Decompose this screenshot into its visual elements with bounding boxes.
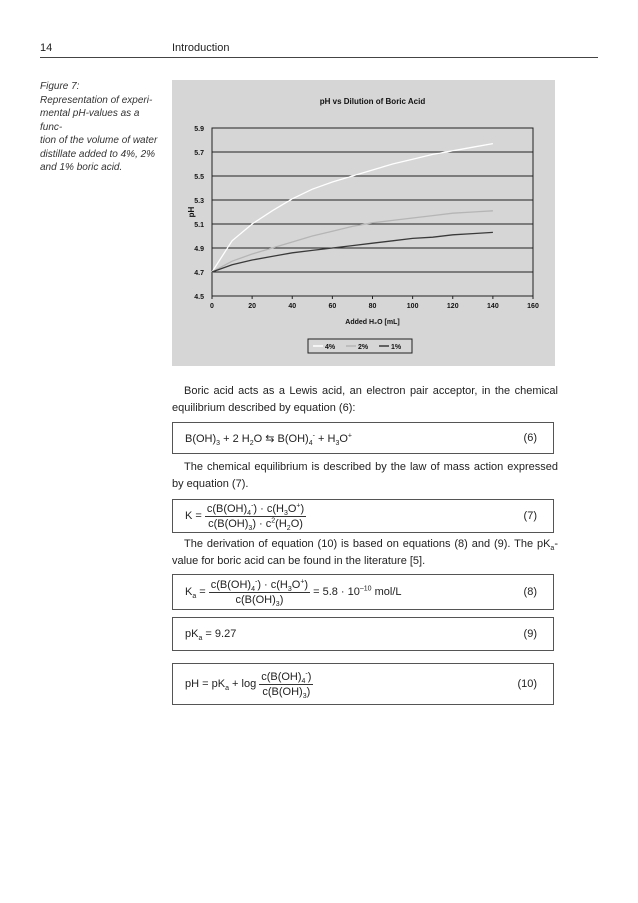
ph-dilution-chart: [172, 80, 555, 366]
caption-line: distillate added to 4%, 2%: [40, 148, 156, 160]
page-number: 14: [40, 42, 53, 54]
paragraph-text: The chemical equilibrium is described by the law of mass action expressed by equation (7).: [172, 461, 558, 490]
ka-exponent: –10: [359, 585, 372, 593]
equation-6: [172, 422, 554, 454]
legend-label: 2%: [358, 344, 369, 351]
equation-8: [172, 574, 554, 610]
caption-line: and 1% boric acid.: [40, 162, 123, 173]
x-tick-label: 20: [248, 303, 257, 310]
paragraph-mass-action: [172, 459, 558, 493]
equation-7-formula: K = $\frac{c(B(OH)_4^-) \cdot c(H_3O^+)}{c(B(OH)_3) \cdot c^2(H_2O)}$: [185, 501, 305, 532]
paragraph-derivation: [172, 536, 558, 570]
x-axis-label: Added H₂O [mL]: [345, 319, 400, 326]
caption-line: Figure 7:: [40, 81, 80, 92]
caption-line: mental pH-values as a func-: [40, 108, 140, 133]
y-tick-label: 5.7: [194, 150, 204, 157]
paragraph-lewis-acid: [172, 383, 558, 417]
caption-line: tion of the volume of water: [40, 135, 158, 146]
equation-10: [172, 663, 554, 705]
y-tick-label: 5.3: [194, 198, 204, 205]
x-tick-label: 0: [210, 303, 214, 310]
equation-8-formula: $K_a$ = $\frac{c(B(OH)_4^-) \cdot c(H_3O^+)}{c(B(OH)_3)}$ = $5.8 \cdot 10^{-10}$ mol/L: [185, 577, 402, 608]
pka-value: 9.27: [214, 628, 237, 640]
subscript-a: a: [550, 545, 555, 553]
x-tick-label: 80: [368, 303, 377, 310]
equation-7: [172, 499, 554, 533]
paragraph-text: Boric acid acts as a Lewis acid, an electron pair acceptor, in the chemical equilibrium described by equation (6):: [172, 385, 558, 414]
figure-caption: [40, 80, 158, 175]
y-tick-label: 4.9: [194, 246, 204, 253]
ka-value: 5.8 · 10: [322, 586, 360, 598]
paragraph-text: -value for boric acid can be found in the literature [5].: [172, 538, 558, 567]
x-tick-label: 100: [406, 303, 419, 310]
plot-area: [212, 128, 533, 296]
equation-6-formula: $B(OH)_3 + 2$ $H_2O$ ⇆ $B(OH)_4^- + H_3O^+$: [185, 431, 352, 447]
equation-number: (7): [523, 510, 537, 522]
legend-label: 1%: [391, 344, 402, 351]
running-head: Introduction: [172, 42, 230, 54]
equation-number: (6): [523, 432, 537, 444]
ka-unit: mol/L: [371, 586, 402, 598]
chart-figure: [172, 80, 555, 366]
caption-line: Representation of experi-: [40, 94, 153, 106]
y-tick-label: 5.5: [194, 174, 204, 181]
x-tick-label: 160: [527, 303, 539, 310]
legend-label: 4%: [325, 344, 336, 351]
header-rule: [40, 57, 598, 58]
equation-10-formula: pH = $pK_a + \log$ $\frac{c(B(OH)_4^-)}{c(B(OH)_3)}$: [185, 669, 312, 700]
y-tick-label: 4.7: [194, 270, 204, 277]
x-tick-label: 60: [328, 303, 337, 310]
y-axis-label: pH: [187, 206, 196, 218]
y-tick-label: 4.5: [194, 294, 204, 301]
equation-9: [172, 617, 554, 651]
y-tick-label: 5.1: [194, 222, 204, 229]
x-tick-label: 140: [487, 303, 499, 310]
equation-number: (9): [523, 628, 537, 640]
chart-title: pH vs Dilution of Boric Acid: [319, 97, 426, 106]
y-tick-label: 5.9: [194, 126, 204, 133]
x-tick-label: 120: [446, 303, 459, 310]
paragraph-text: The derivation of equation (10) is based on equations (8) and (9). The pK: [184, 538, 551, 550]
equation-number: (10): [517, 678, 537, 690]
equation-9-formula: $pK_a = 9.27$: [185, 628, 237, 643]
x-tick-label: 40: [288, 303, 297, 310]
equation-number: (8): [523, 586, 537, 598]
